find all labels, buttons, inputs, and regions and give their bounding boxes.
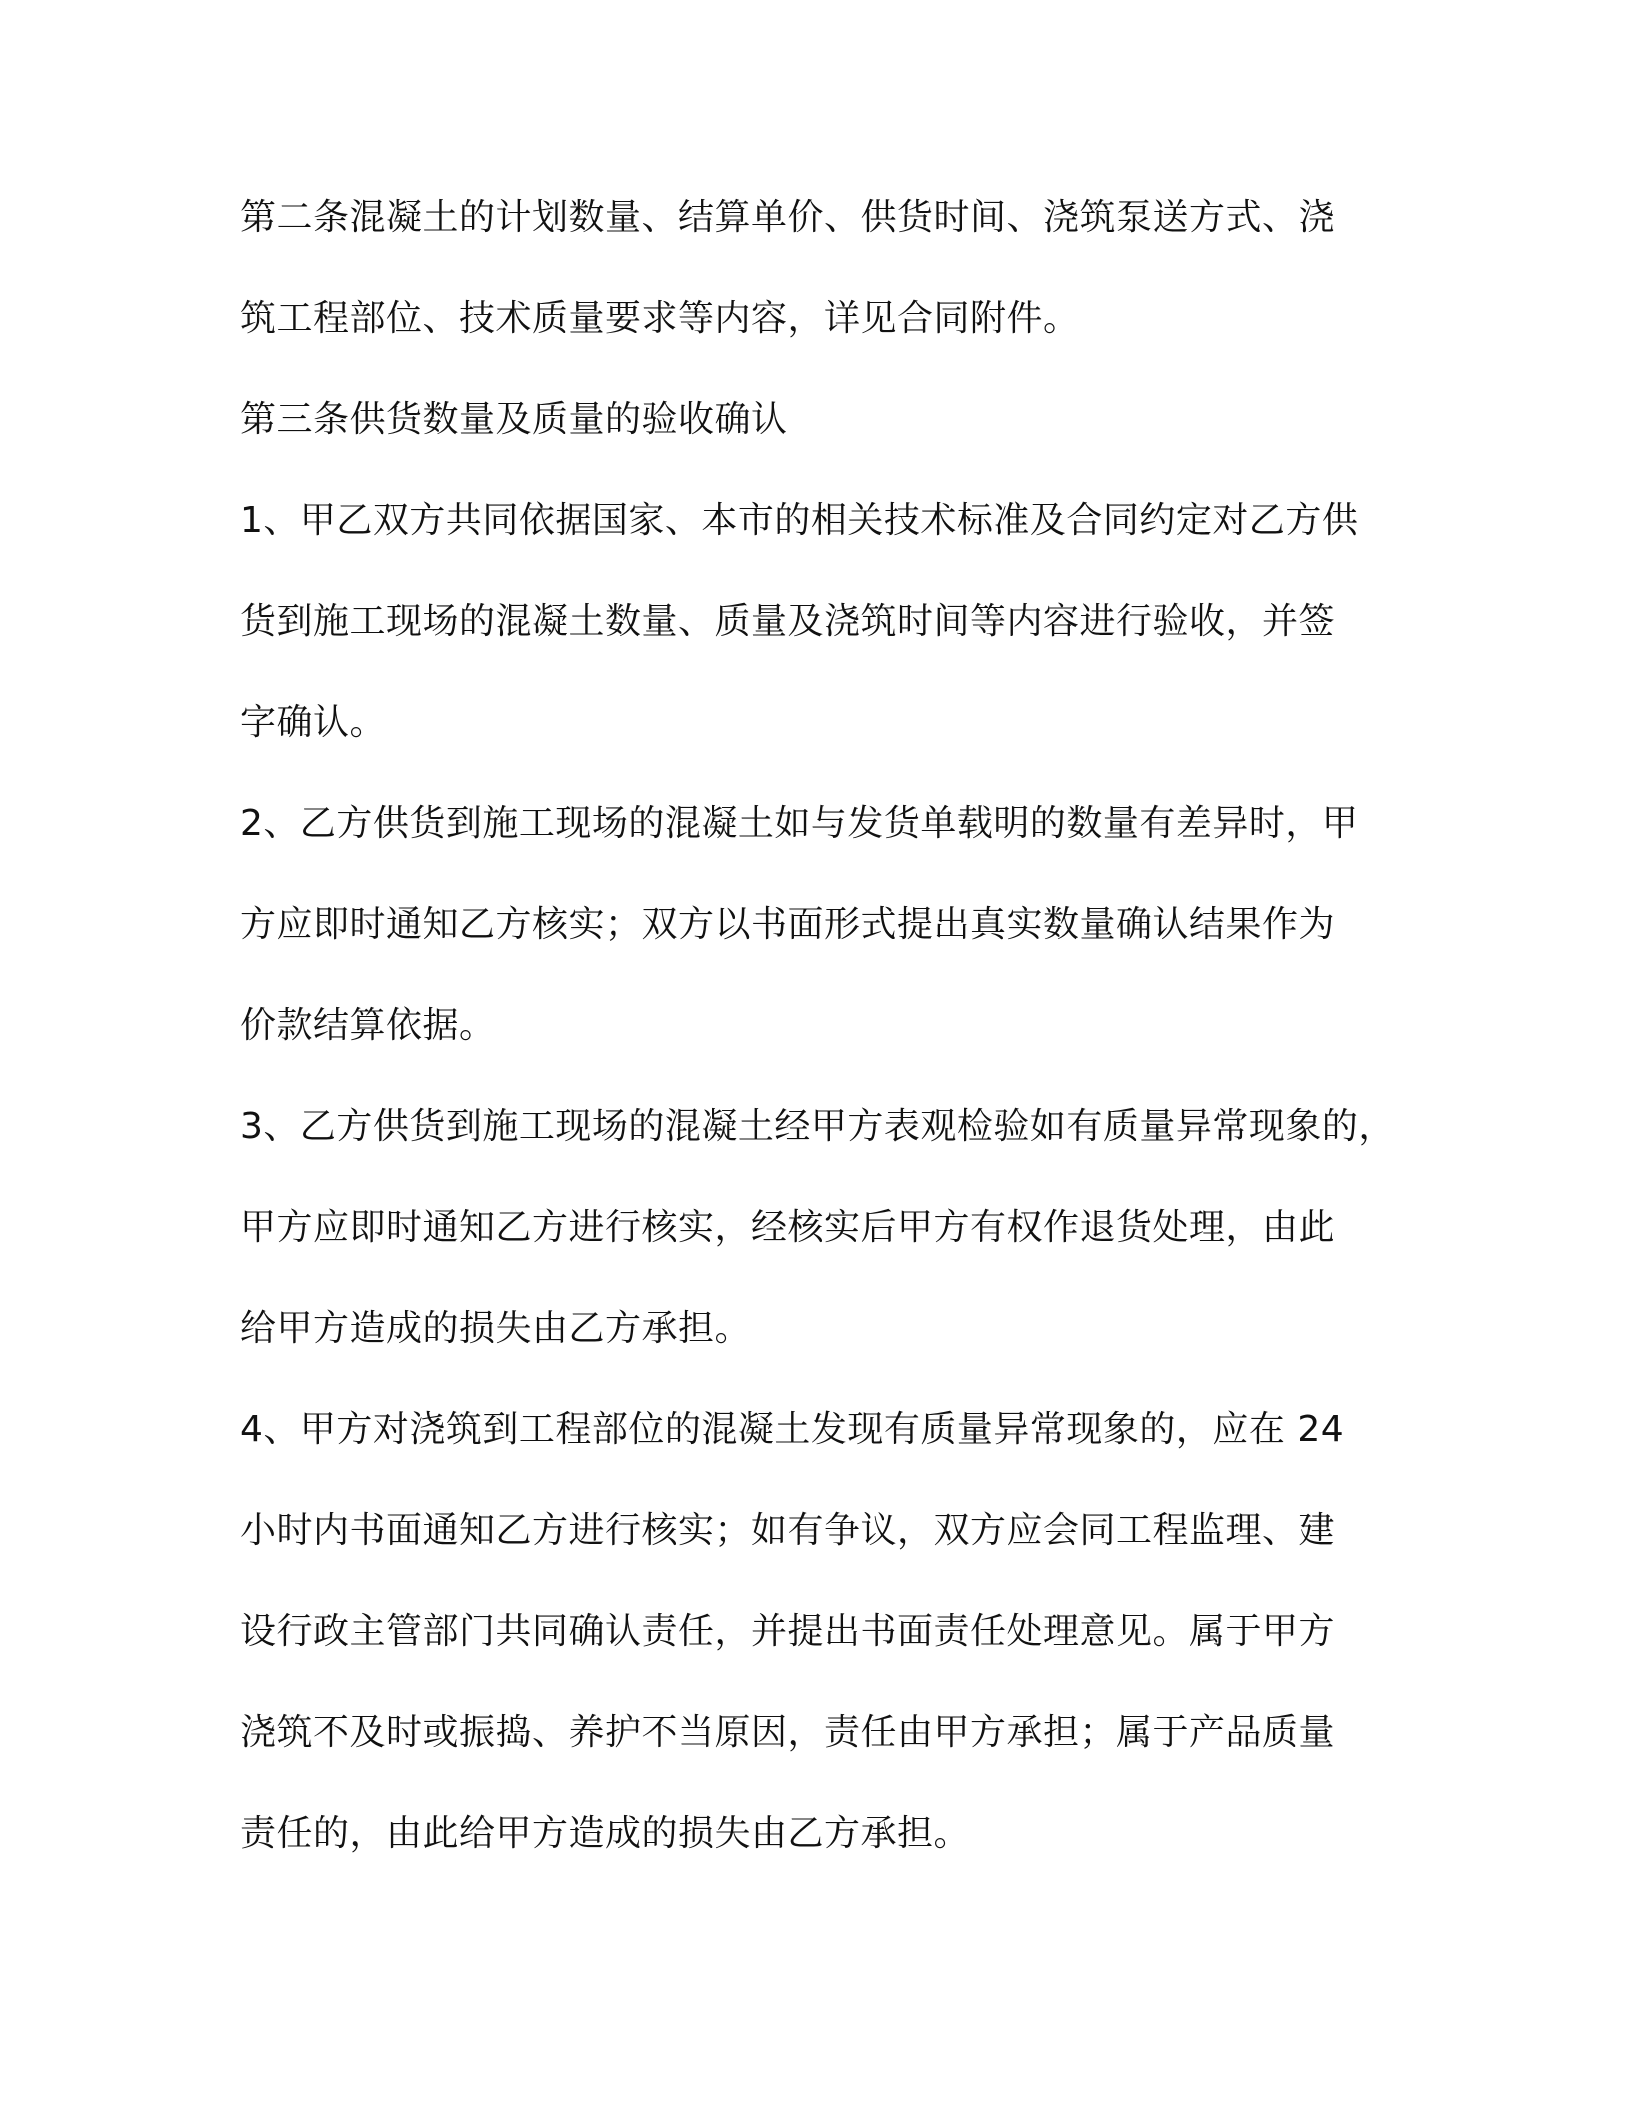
text-line-item-3-end: 给甲方造成的损失由乙方承担。 [240,1308,752,1349]
text-line-item-3: 3、乙方供货到施工现场的混凝土经甲方表观检验如有质量异常现象的， [240,1106,1395,1147]
text-line-clause-2-cont: 筑工程部位、技术质量要求等内容，详见合同附件。 [240,298,1080,339]
text-line-item-4-cont3: 浇筑不及时或振捣、养护不当原因，责任由甲方承担；属于产品质量 [240,1712,1336,1753]
text-line-clause-2: 第二条混凝土的计划数量、结算单价、供货时间、浇筑泵送方式、浇 [240,197,1336,238]
text-line-item-4-end: 责任的，由此给甲方造成的损失由乙方承担。 [240,1813,971,1854]
text-line-item-1-cont: 货到施工现场的混凝土数量、质量及浇筑时间等内容进行验收，并签 [240,601,1336,642]
text-line-clause-3-heading: 第三条供货数量及质量的验收确认 [240,399,788,440]
text-line-item-1: 1、甲乙双方共同依据国家、本市的相关技术标准及合同约定对乙方供 [240,500,1359,541]
text-line-item-4-cont2: 设行政主管部门共同确认责任，并提出书面责任处理意见。属于甲方 [240,1611,1336,1652]
text-line-item-4: 4、甲方对浇筑到工程部位的混凝土发现有质量异常现象的，应在 24 [240,1409,1345,1450]
text-line-item-1-end: 字确认。 [240,702,387,743]
contract-text [240,167,1420,1884]
text-line-item-3-cont: 甲方应即时通知乙方进行核实，经核实后甲方有权作退货处理，由此 [240,1207,1336,1248]
text-line-item-2-end: 价款结算依据。 [240,1005,496,1046]
text-line-item-4-cont: 小时内书面通知乙方进行核实；如有争议，双方应会同工程监理、建 [240,1510,1336,1551]
text-line-item-2-cont: 方应即时通知乙方核实；双方以书面形式提出真实数量确认结果作为 [240,904,1336,945]
text-line-item-2: 2、乙方供货到施工现场的混凝土如与发货单载明的数量有差异时，甲 [240,803,1359,844]
